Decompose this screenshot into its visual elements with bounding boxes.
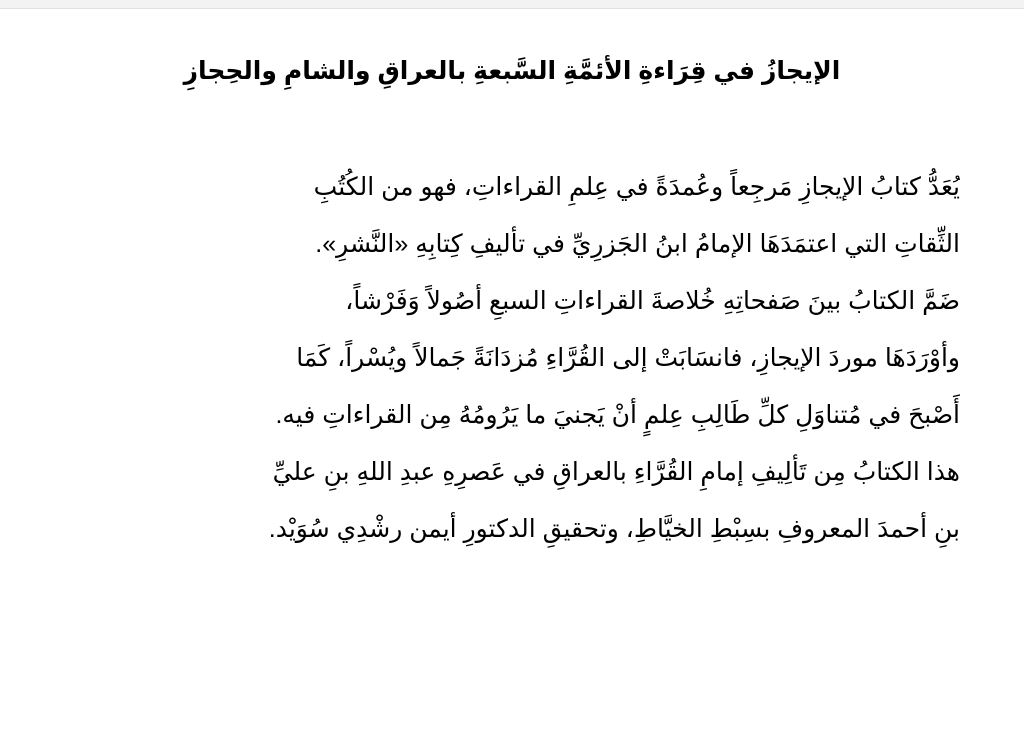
- body-line: هذا الكتابُ مِن تَألِيفِ إمامِ القُرَّاءِ بالعراقِ في عَصرِهِ عبدِ اللهِ بنِ عليِّ: [272, 458, 960, 486]
- body-line: وأوْرَدَهَا موردَ الإيجازِ، فانسَابَتْ إلى القُرَّاءِ مُزدَانَةً جَمالاً ويُسْراً، كَمَا: [296, 344, 960, 372]
- body-line: أَصْبحَ في مُتناوَلِ كلِّ طَالِبِ عِلمٍ أنْ يَجنيَ ما يَرُومُهُ مِن القراءاتِ فيه.: [275, 401, 960, 429]
- body-line: بنِ أحمدَ المعروفِ بسِبْطِ الخيَّاطِ، وتحقيقِ الدكتورِ أيمن رشْدِي سُوَيْد.: [268, 515, 960, 543]
- document-title: الإيجازُ في قِرَاءةِ الأئمَّةِ السَّبعةِ بالعراقِ والشامِ والحِجازِ: [183, 57, 841, 85]
- document-page: [0, 9, 1024, 734]
- body-line: يُعَدُّ كتابُ الإيجازِ مَرجِعاً وعُمدَةً في عِلمِ القراءاتِ، فهو من الكُتُبِ: [313, 173, 960, 201]
- body-line: الثِّقاتِ التي اعتمَدَهَا الإمامُ ابنُ الجَزرِيِّ في تأليفِ كِتابِهِ «النَّشرِ».: [315, 230, 960, 258]
- document-body: [70, 159, 960, 558]
- body-line: ضَمَّ الكتابُ بينَ صَفحاتِهِ خُلاصةَ القراءاتِ السبعِ أصُولاً وَفَرْشاً،: [345, 287, 960, 315]
- viewer-top-border: [0, 0, 1024, 9]
